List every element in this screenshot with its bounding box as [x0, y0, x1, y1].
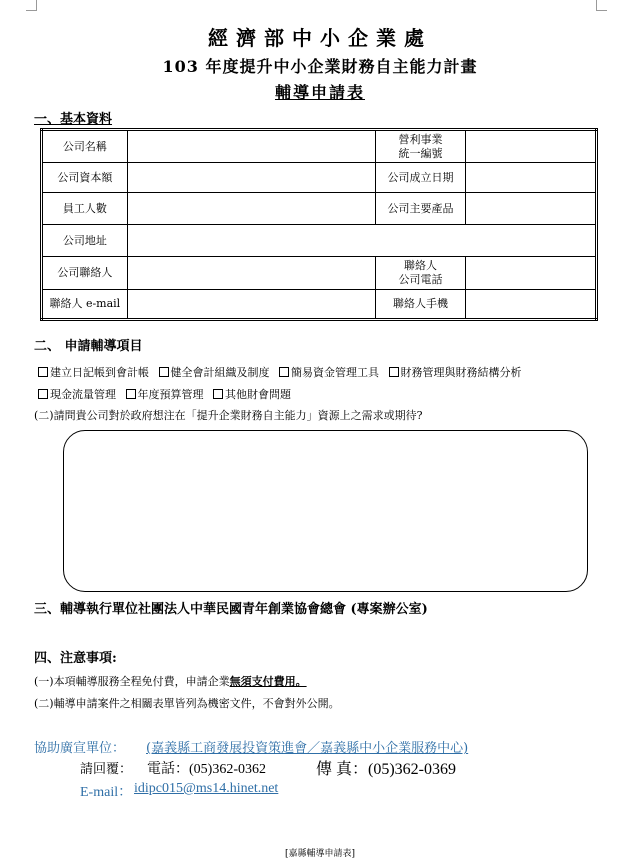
- option-other[interactable]: 其他財會問題: [213, 388, 291, 401]
- capital-field[interactable]: [127, 163, 376, 193]
- mobile-field[interactable]: [465, 290, 596, 320]
- option-cash-flow[interactable]: 現金流量管理: [38, 388, 116, 401]
- needs-question: (二)請問貴公司對於政府想注在「提升企業財務自主能力」資源上之需求或期待?: [34, 409, 423, 422]
- table-row: [42, 225, 597, 257]
- checkbox-icon[interactable]: [279, 367, 289, 377]
- email-label: 聯絡人 e-mail: [42, 290, 128, 320]
- contact-label: 公司聯絡人: [42, 257, 128, 290]
- address-label: 公司地址: [42, 225, 128, 257]
- contact-field[interactable]: [127, 257, 376, 290]
- service-options-row-1: [38, 364, 528, 380]
- tax-id-field[interactable]: [465, 130, 596, 163]
- form-title: [0, 80, 640, 103]
- section4-heading: 四、注意事項:: [34, 651, 117, 666]
- option-financial-analysis[interactable]: 財務管理與財務結構分析: [389, 366, 522, 379]
- return-label: 請回覆：: [80, 762, 133, 777]
- section1-heading: 一、基本資料: [34, 112, 113, 127]
- org-title: 經濟部中小企業處: [208, 26, 432, 50]
- table-row: [42, 257, 597, 290]
- option-budget[interactable]: 年度預算管理: [126, 388, 204, 401]
- page-corner-mark-right: [596, 0, 607, 11]
- checkbox-icon[interactable]: [389, 367, 399, 377]
- company-name-label: 公司名稱: [42, 130, 128, 163]
- contact-phone-field[interactable]: [465, 257, 596, 290]
- email-link[interactable]: idipc015@ms14.hinet.net: [134, 781, 279, 796]
- employees-label: 員工人數: [42, 193, 128, 225]
- basic-info-table: [40, 128, 598, 321]
- email-label-contact: E-mail：: [80, 785, 133, 800]
- needs-answer-box[interactable]: [63, 430, 588, 592]
- section2-heading: 二、 申請輔導項目: [34, 339, 143, 354]
- company-name-field[interactable]: [127, 130, 376, 163]
- checkbox-icon[interactable]: [126, 389, 136, 399]
- page-corner-mark-left: [26, 0, 37, 11]
- email-field[interactable]: [127, 290, 376, 320]
- checkbox-icon[interactable]: [38, 367, 48, 377]
- tax-id-label: 營利事業 統一編號: [376, 130, 466, 163]
- table-row: [42, 193, 597, 225]
- promo-unit-label: 協助廣宣單位：: [34, 741, 126, 756]
- mobile-label: 聯絡人手機: [376, 290, 466, 320]
- address-field[interactable]: [127, 225, 596, 257]
- option-accounting-system[interactable]: 健全會計組織及制度: [159, 366, 270, 379]
- promo-unit-link[interactable]: (嘉義縣工商發展投資策進會／嘉義縣中小企業服務中心): [146, 741, 469, 756]
- contact-phone-label: 聯絡人 公司電話: [376, 257, 466, 290]
- form-title-text: 輔導申請表: [274, 83, 365, 102]
- note-2: (二)輔導申請案件之相關表單皆列為機密文件，不會對外公開。: [34, 697, 340, 710]
- checkbox-icon[interactable]: [213, 389, 223, 399]
- products-label: 公司主要產品: [376, 193, 466, 225]
- table-row: [42, 290, 597, 320]
- products-field[interactable]: [465, 193, 596, 225]
- service-options-row-2: [38, 386, 297, 402]
- note-1: (一)本項輔導服務全程免付費，申請企業無須支付費用。: [34, 675, 307, 688]
- checkbox-icon[interactable]: [159, 367, 169, 377]
- fax-number: 傳 真：(05)362-0369: [316, 761, 456, 778]
- founded-field[interactable]: [465, 163, 596, 193]
- capital-label: 公司資本額: [42, 163, 128, 193]
- phone-number: 電話：(05)362-0362: [147, 762, 266, 777]
- checkbox-icon[interactable]: [38, 389, 48, 399]
- table-row: [42, 130, 597, 163]
- section3-heading: 三、輔導執行單位社團法人中華民國青年創業協會總會 (專案辦公室): [34, 602, 428, 617]
- option-cash-tools[interactable]: 簡易資金管理工具: [279, 366, 379, 379]
- founded-label: 公司成立日期: [376, 163, 466, 193]
- employees-field[interactable]: [127, 193, 376, 225]
- table-row: [42, 163, 597, 193]
- option-bookkeeping[interactable]: 建立日記帳到會計帳: [38, 366, 149, 379]
- page-footer: [嘉縣輔導申請表]: [284, 849, 356, 859]
- note-1-emphasis: 無須支付費用。: [229, 675, 307, 688]
- program-title: 103 年度提升中小企業財務自主能力計畫: [162, 57, 478, 76]
